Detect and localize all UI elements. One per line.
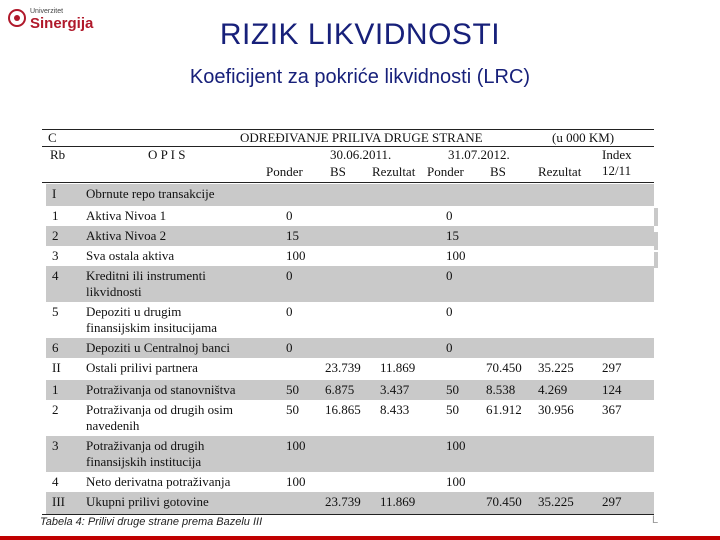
right-bracket-mark: [654, 252, 658, 268]
cell-idx: 124: [602, 382, 622, 397]
cell-bs1: 23.739: [325, 360, 361, 375]
corner-mark: L: [652, 514, 659, 526]
cell-opis: Aktiva Nivoa 2: [86, 228, 167, 243]
cell-rb: 2: [52, 402, 59, 417]
cell-idx: 367: [602, 402, 622, 417]
cell-rb: 3: [52, 438, 59, 453]
cell-r1: 11.869: [380, 494, 416, 509]
sub-rezultat-2: Rezultat: [538, 164, 582, 179]
table-row: [46, 246, 654, 266]
cell-opis: Depoziti u drugim: [86, 304, 182, 319]
col-opis-header: O P I S: [148, 147, 186, 162]
cell-opis: Aktiva Nivoa 1: [86, 208, 167, 223]
col-rb-header: Rb: [50, 147, 66, 162]
cell-bs1: 6.875: [325, 382, 355, 397]
cell-r1: 11.869: [380, 360, 416, 375]
page-title: RIZIK LIKVIDNOSTI: [219, 18, 501, 51]
table-row: [46, 266, 654, 302]
cell-opis: navedenih: [86, 418, 140, 433]
cell-r2: 4.269: [538, 382, 568, 397]
cell-p2: 15: [446, 228, 459, 243]
cell-idx: 297: [602, 494, 622, 509]
table-heading: ODREĐIVANJE PRILIVA DRUGE STRANE: [240, 130, 483, 145]
col-date1-header: 30.06.2011.: [330, 147, 392, 162]
cell-p2: 0: [446, 268, 453, 283]
cell-p1: 15: [286, 228, 299, 243]
table-image: [42, 124, 654, 516]
cell-p2: 0: [446, 208, 453, 223]
cell-rb: 2: [52, 228, 59, 243]
cell-p2: 50: [446, 402, 459, 417]
cell-opis: likvidnosti: [86, 284, 142, 299]
table-row: [46, 472, 654, 492]
table-row: [46, 380, 654, 400]
cell-rb: 5: [52, 304, 59, 319]
cell-bs2: 70.450: [486, 494, 522, 509]
cell-rb: 1: [52, 382, 59, 397]
sub-ponder-2: Ponder: [427, 164, 464, 179]
cell-rb: 4: [52, 268, 59, 283]
cell-opis: finansijskim insitucijama: [86, 320, 218, 335]
table-row: [46, 492, 654, 514]
cell-bs1: 16.865: [325, 402, 361, 417]
cell-opis: Potraživanja od drugih osim: [86, 402, 233, 417]
cell-p1: 100: [286, 248, 306, 263]
cell-p1: 100: [286, 474, 306, 489]
sub-bs-2: BS: [490, 164, 506, 179]
cell-opis: Ostali prilivi partnera: [86, 360, 198, 375]
cell-r2: 30.956: [538, 402, 574, 417]
cell-p1: 0: [286, 268, 293, 283]
sub-bs-1: BS: [330, 164, 346, 179]
table-row: [46, 436, 654, 472]
sub-rezultat-1: Rezultat: [372, 164, 416, 179]
cell-rb: II: [52, 360, 61, 375]
table-corner-label: C: [48, 130, 57, 145]
page-subtitle: Koeficijent za pokriće likvidnosti (LRC): [189, 66, 531, 88]
cell-rb: 6: [52, 340, 59, 355]
cell-p2: 100: [446, 438, 466, 453]
cell-r1: 8.433: [380, 402, 410, 417]
table-row: [46, 206, 654, 226]
cell-p1: 0: [286, 208, 293, 223]
logo-subtitle: Univerzitet: [30, 8, 64, 15]
cell-p2: 0: [446, 340, 453, 355]
cell-opis: Kreditni ili instrumenti: [86, 268, 206, 283]
cell-idx: 297: [602, 360, 622, 375]
cell-opis: Potraživanja od drugih: [86, 438, 205, 453]
cell-p2: 100: [446, 248, 466, 263]
sub-ponder-1: Ponder: [266, 164, 303, 179]
right-bracket-mark: [654, 208, 658, 226]
col-index-period: 12/11: [602, 163, 632, 178]
cell-opis: Obrnute repo transakcije: [86, 186, 215, 201]
cell-opis: Depoziti u Centralnoj banci: [86, 340, 231, 355]
cell-bs1: 23.739: [325, 494, 361, 509]
col-date2-header: 31.07.2012.: [448, 147, 510, 162]
cell-p1: 100: [286, 438, 306, 453]
cell-bs2: 61.912: [486, 402, 522, 417]
cell-p2: 0: [446, 304, 453, 319]
cell-p2: 100: [446, 474, 466, 489]
table-header-rule: [42, 182, 654, 183]
table-caption: Tabela 4: Prilivi druge strane prema Bazelu III: [40, 516, 263, 528]
table-row: [46, 184, 654, 206]
cell-r2: 35.225: [538, 360, 574, 375]
cell-p1: 0: [286, 340, 293, 355]
cell-opis: Neto derivatna potraživanja: [86, 474, 231, 489]
cell-bs2: 8.538: [486, 382, 516, 397]
cell-p2: 50: [446, 382, 459, 397]
cell-r1: 3.437: [380, 382, 410, 397]
cell-r2: 35.225: [538, 494, 574, 509]
cell-opis: Ukupni prilivi gotovine: [86, 494, 209, 509]
table-row: [46, 338, 654, 358]
cell-rb: III: [52, 494, 65, 509]
col-index-header: Index: [602, 147, 632, 162]
cell-rb: 4: [52, 474, 59, 489]
table-row: [46, 302, 654, 338]
table-units: (u 000 KM): [552, 130, 615, 145]
table-bottom-rule: [42, 514, 654, 515]
cell-opis: Potraživanja od stanovništva: [86, 382, 236, 397]
cell-rb: 1: [52, 208, 59, 223]
cell-rb: 3: [52, 248, 59, 263]
table-row: [46, 400, 654, 436]
footer-red-rule: [0, 536, 720, 540]
cell-bs2: 70.450: [486, 360, 522, 375]
right-bracket-mark: [654, 232, 658, 250]
table-row: [46, 358, 654, 380]
cell-opis: Sva ostala aktiva: [86, 248, 175, 263]
table-row: [46, 226, 654, 246]
cell-p1: 50: [286, 382, 299, 397]
cell-p1: 0: [286, 304, 293, 319]
cell-rb: I: [52, 186, 57, 201]
cell-p1: 50: [286, 402, 299, 417]
logo-name: Sinergija: [30, 15, 94, 32]
cell-opis: finansijskih institucija: [86, 454, 202, 469]
